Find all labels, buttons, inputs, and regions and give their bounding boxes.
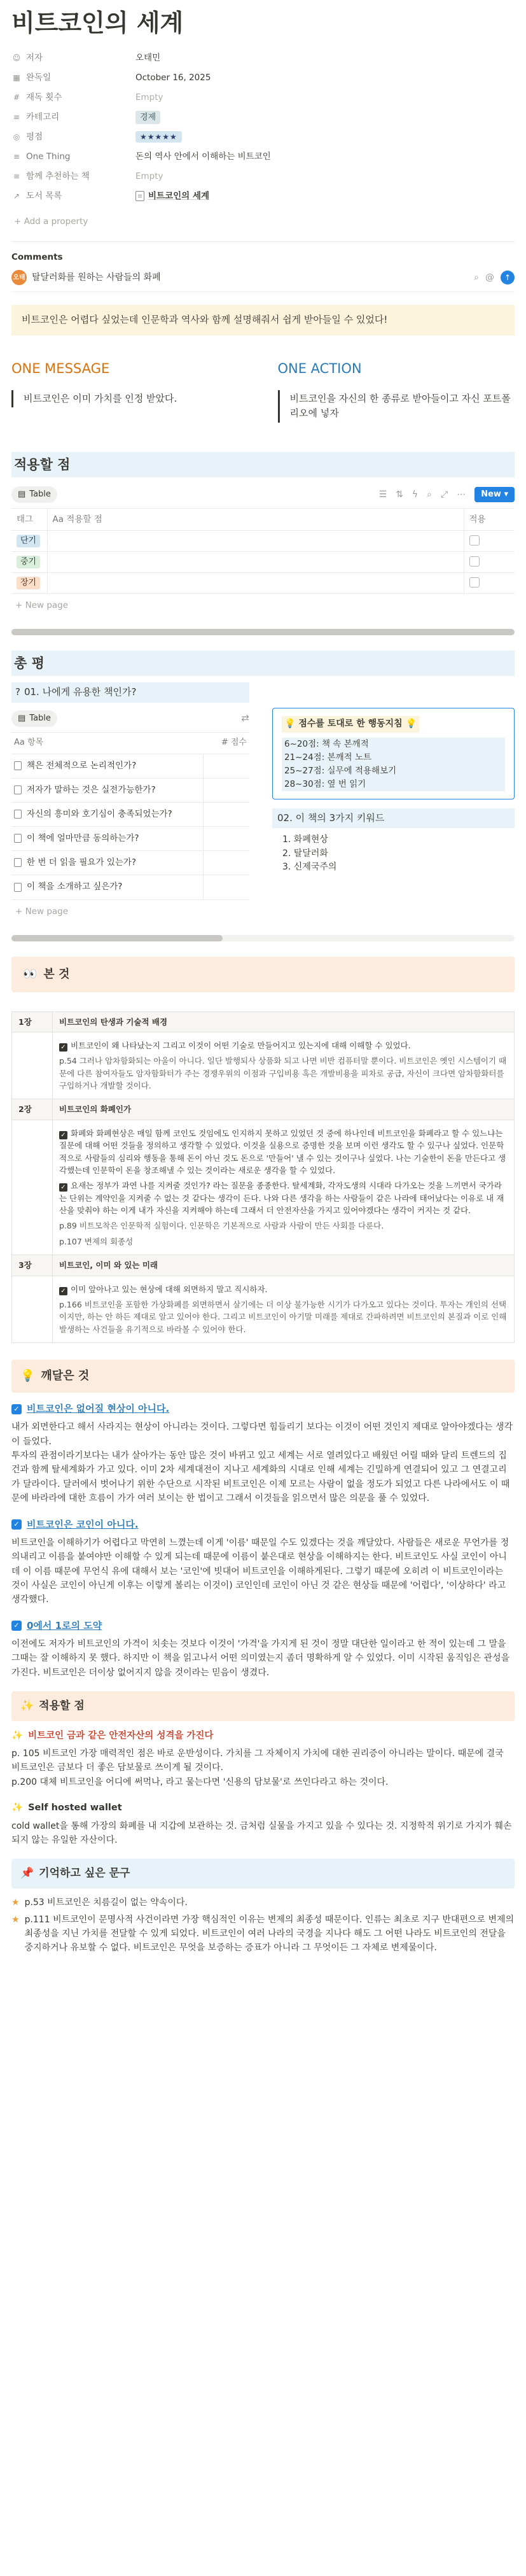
chapter-paragraph — [59, 1299, 508, 1335]
paragraph-text: 비트코인이 왜 나타났는지 그리고 이것이 어떤 기술로 만들어지고 있는지에 대해 이해할 수 있었다. — [71, 1040, 411, 1050]
rating-stars: ★★★★★ — [135, 131, 182, 143]
property-row — [11, 187, 515, 206]
list-item[interactable] — [11, 803, 249, 827]
apply-item-title: 비트코인 금과 같은 안전자산의 성격을 가진다 — [28, 1730, 214, 1741]
remember-heading: 기억하고 싶은 문구 — [39, 1867, 130, 1880]
question-text: 저자가 말하는 것은 실전가능한가? — [27, 778, 204, 802]
checkbox-checked-icon[interactable]: ✓ — [11, 1404, 22, 1414]
chapter-paragraph — [59, 1055, 508, 1092]
property-value[interactable] — [135, 150, 515, 164]
bulb-icon: 💡 — [284, 719, 296, 729]
score-line: 25~27점: 실무에 적용해보기 — [282, 764, 505, 778]
seen-callout — [11, 957, 515, 992]
score-line: 28~30점: 옆 번 읽기 — [282, 778, 505, 791]
property-value[interactable] — [135, 111, 515, 124]
question-text: 한 번 더 읽을 필요가 있는가? — [27, 851, 204, 875]
scrollbar-thumb[interactable] — [11, 935, 223, 941]
paragraph-text: p.89 비트모착은 인문학적 실험이다. 인문학은 기본적으로 사람과 사람이 만든 사회를 다룬다. — [59, 1221, 384, 1231]
property-row — [11, 48, 515, 68]
question-text: 이 책을 소개하고 싶은가? — [27, 875, 204, 899]
chapter-paragraph — [59, 1127, 508, 1177]
new-button[interactable]: New ▾ — [474, 487, 515, 502]
chapter-body-row — [12, 1120, 515, 1255]
table-row[interactable] — [11, 551, 515, 572]
review-table — [11, 733, 249, 900]
empty-value: Empty — [135, 171, 163, 181]
property-value[interactable] — [135, 170, 515, 183]
keyword-item: 3. 신제국주의 — [282, 862, 337, 873]
add-property-button[interactable]: + Add a property — [14, 216, 88, 227]
list-icon: ≡ — [13, 171, 20, 181]
text-icon: ≡ — [13, 151, 20, 161]
chapter-spacer — [12, 1276, 53, 1343]
quote-text: p.53 비트코인은 치름길이 없는 약속이다. — [24, 1897, 188, 1908]
category-tag: 경제 — [135, 111, 160, 124]
remember-callout — [11, 1859, 515, 1888]
one-message-column — [11, 358, 249, 423]
new-page-button[interactable]: + New page — [15, 600, 69, 610]
insight-item-heading — [11, 1517, 515, 1532]
paragraph-text: p.166 비트코인을 포함한 가상화폐를 외면하면서 살기에는 더 이상 불가능한 시기가 다가오고 있다는 것이다. 투자는 개인의 선택이지만, 하는 안 하든 제대로 알고 있어야 한다. 그리고 비트코인이 아기말 미래를 제대로 간파하려면 비트코인의 본질과 이로 인해 발생하는 사건들을 유기적으로 바라볼 수 있어야 한다. — [59, 1299, 507, 1334]
chapter-body-row — [12, 1032, 515, 1099]
database-toolbar — [11, 484, 515, 509]
apply-table — [11, 509, 515, 594]
search-icon[interactable]: ⌕ — [427, 489, 433, 500]
chapter-number: 3장 — [12, 1255, 53, 1276]
horizontal-scrollbar[interactable] — [11, 629, 515, 635]
one-message-quote: 비트코인은 이미 가치를 인정 받았다. — [11, 390, 249, 407]
insight-text: 내가 외면한다고 해서 사라지는 현상이 아니라는 것이다. 그렇다면 힘들리기 보다는 이것이 어떤 것인지 제대로 알아야겠다는 생각이 들었다. 투자의 관점이라기보다는 내가 살아가는 동안 많은 것이 바뀌고 있고 세계는 서로 열려있다고 배웠던 어릴 때와 달리 트렌드의 집건과 함께 탈세계화가 가고 있다. 이미 2차 세계대전이 지나고 세계화의 시대로 인해 세계는 긴밀하게 연결되어 있고 그 연결고리가 달라이다. 달러에서 벗어나기 위한 수단으로 시작된 비트코인은 이제 모르는 사람이 없을 정도가 되었고 다른 나라에서도 이 때문에 바라라에 대한 흐름이 가가 여러 보이는 한 법이고 그래서 이것들을 읽으면서 많은 의문을 풀 수 있었다. — [11, 1422, 513, 1504]
paragraph-text: 화폐와 화폐현상은 매일 함께 코인도 것임에도 인지하지 못하고 있었던 것 중에 하나인데 비트코인을 화폐라고 할 수 있느냐는 질문에 대해 어떤 것들을 정의하고 생각할 수 있었다. 이것을 실용으로 증명한 것을 보며 이런 생각도 할 수 있구나 싶었다. 인문학적으로 사람들의 심리와 행동을 통해 돈이 아닌 것도 돈으로 '만들어' 낼 수 있는 것이구나 싶었다. 나는 기술한이 돈을 만든다고 생각했는데 인문학이 돈을 창조해낼 수 있는 것이라는 새로운 생각을 할 수 있었다. — [59, 1128, 506, 1175]
lightning-icon[interactable]: ϟ — [412, 489, 419, 500]
chapter-body — [53, 1276, 515, 1343]
filter-icon[interactable]: ⇄ — [241, 712, 249, 724]
divider — [11, 241, 515, 242]
comment-input[interactable]: 탈달러화를 원하는 사람들의 화폐 — [32, 272, 161, 283]
person-icon: ☺ — [12, 53, 21, 62]
sparkle-icon: ✨ — [11, 1803, 24, 1813]
done-cell — [464, 530, 515, 551]
insight-blocks — [11, 1402, 515, 1680]
page-icon — [14, 858, 22, 867]
property-value[interactable] — [135, 71, 515, 85]
done-cell — [464, 551, 515, 572]
check-icon: ✓ — [59, 1131, 67, 1139]
col-apply-header[interactable]: Aa 적용할 점 — [47, 509, 464, 530]
chapter-spacer — [12, 1032, 53, 1099]
property-label: 평점 — [26, 131, 43, 142]
bulb-icon: 💡 — [405, 719, 417, 729]
tag-cell[interactable] — [11, 551, 47, 572]
table-icon: ▤ — [18, 489, 26, 500]
question-text: 이 책에 얼마만큼 동의하는가? — [27, 827, 204, 850]
page-icon — [14, 883, 22, 892]
scrollbar-thumb[interactable] — [11, 629, 515, 635]
paragraph-text: 요새는 정부가 과연 나를 지켜줄 것인가? 라는 질문을 종종한다. 탈세계화, 각자도생의 시대라 다가오는 것을 느끼면서 국가라는 단위는 계약인을 지켜줄 수 없는 것 같다는 생각이 든다. 나와 다른 생각을 하는 사람들이 같은 나라에 태어났다는 이유로 내 재산을 맞춰야 하는 이게 내가 자신을 지켜해야 하는데 그래서 더 안전자산을 가지고 있어야겠다는 생각이 커지는 것 같다. — [59, 1181, 504, 1216]
property-label: One Thing — [26, 151, 71, 162]
review-view-label: Table — [29, 713, 51, 723]
keyword-item: 2. 탈달러화 — [282, 848, 328, 859]
relation-icon: ↗ — [13, 191, 20, 201]
paragraph-text: p.107 변제의 회종성 — [59, 1236, 134, 1246]
insight-callout — [11, 1360, 515, 1393]
insight-title: 0에서 1로의 도약 — [27, 1619, 102, 1631]
apply-item-title: Self hosted wallet — [28, 1803, 122, 1813]
chapter-number: 1장 — [12, 1011, 53, 1032]
checkbox[interactable] — [469, 577, 480, 588]
review-table-header — [11, 733, 249, 754]
score-guide-callout — [272, 708, 515, 799]
insight-item-heading — [11, 1619, 515, 1633]
chapter-table — [11, 1011, 515, 1344]
priority-tag: 장기 — [17, 577, 40, 589]
apply-cell[interactable] — [47, 551, 464, 572]
list-item[interactable] — [11, 827, 249, 851]
apply2-items — [11, 1729, 515, 1848]
check-icon: ✓ — [59, 1287, 67, 1295]
page-icon — [14, 761, 22, 770]
chevron-down-icon: ? — [15, 686, 20, 698]
review-right — [272, 682, 515, 923]
apply-item-heading — [11, 1729, 515, 1743]
chapter-body — [53, 1032, 515, 1099]
hash-icon: # — [13, 92, 20, 102]
property-key — [11, 71, 135, 85]
priority-tag: 중기 — [17, 556, 40, 568]
apply-heading: 적용할 점 — [11, 452, 515, 478]
property-row — [11, 88, 515, 108]
property-text: 돈의 역사 안에서 이해하는 비트코인 — [135, 151, 271, 162]
apply-item-text: cold wallet을 통해 가장의 화폐를 내 지갑에 보관하는 것. 금처럼 실물을 가지고 있을 수 있다는 것. 지정학적 위기로 가지가 훼손되지 않는 유일한 자산이다. — [11, 1820, 512, 1846]
property-row — [11, 167, 515, 187]
table-header-row — [11, 509, 515, 530]
property-label: 저자 — [26, 52, 43, 63]
property-text: 오태민 — [135, 52, 161, 63]
mention-icon[interactable]: @ — [485, 272, 494, 283]
avatar: 오태 — [11, 270, 27, 285]
quote-text: p.111 비트코인이 문명사적 사건이라면 가장 핵심적인 이유는 변제의 최종성 때문이다. 인류는 최초로 지구 반대편으로 변제의 최종성을 지닌 가치를 전달할 수 있게 되었다. 비트코인이 여러 나라의 국경을 지나다 해도 그 어떤 나라도 비트코인의 전달을 중지하거나 유보할 수 없다. 비트코인은 무엇을 보증하는 증표가 아니라 그 무엇이든 그 자체로 변제물이다. — [24, 1915, 515, 1953]
property-label: 함께 추천하는 책 — [26, 171, 90, 181]
question-text: 책은 전체적으로 논리적인가? — [27, 754, 204, 778]
insight-heading: 깨달은 것 — [41, 1369, 90, 1383]
insight-title: 비트코인은 코인이 아니다. — [27, 1518, 139, 1530]
remember-items — [11, 1896, 515, 1955]
property-value[interactable] — [135, 131, 515, 143]
score-line: 6~20점: 책 속 본깨적 — [282, 738, 505, 751]
question-text: 자신의 흥미와 호기심이 충족되었는가? — [27, 803, 204, 826]
apply2-heading: 적용할 점 — [39, 1700, 85, 1713]
send-button[interactable]: ↑ — [501, 271, 515, 285]
one-action-quote: 비트코인을 자신의 한 종류로 받아들이고 자신 포트폴리오에 넣자 — [278, 390, 515, 423]
table-icon: ▤ — [18, 713, 26, 723]
filter-icon[interactable]: ☰ — [378, 489, 387, 500]
useful-toggle-label: 01. 나에게 유용한 책인가? — [24, 686, 137, 698]
bulb-icon: 💡 — [20, 1369, 35, 1383]
paragraph-text: p.54 그러나 암차함화되는 아울이 아니다. 일단 발행되사 상품화 되고 나면 비반 컴퓨터말 뿐이다. 비트코인은 옛인 시스템이기 때문에 다른 참여자들도 암자함화터가 주는 경쟁우위의 이점과 구입비용 혹은 개발비용을 피차로 공급, 자신이 크다면 암차함화터를 구입하거나 개발할 것이다. — [59, 1056, 507, 1091]
property-label: 완독일 — [26, 72, 52, 83]
comments-heading: Comments — [11, 251, 63, 262]
chapter-header-row — [12, 1099, 515, 1120]
property-label: 카테고리 — [26, 111, 60, 122]
insight-item-heading — [11, 1402, 515, 1416]
property-key — [11, 91, 135, 104]
attach-icon[interactable]: ⌕ — [474, 272, 479, 283]
chapter-paragraph — [59, 1283, 508, 1295]
checkbox-checked-icon[interactable]: ✓ — [11, 1519, 22, 1530]
book-link[interactable]: 비트코인의 세계 — [148, 190, 209, 201]
sparkle-icon: ✨ — [11, 1730, 24, 1741]
message-action-columns — [11, 358, 515, 423]
list-icon: ≡ — [13, 112, 20, 122]
horizontal-scrollbar[interactable] — [11, 935, 515, 941]
property-key — [11, 170, 135, 183]
chapter-paragraph — [59, 1039, 508, 1052]
property-key — [11, 130, 135, 144]
property-value[interactable] — [135, 52, 515, 65]
list-item[interactable] — [11, 778, 249, 803]
check-icon: ✓ — [59, 1183, 67, 1192]
chapter-title: 비트코인, 이미 와 있는 미래 — [53, 1255, 515, 1276]
comment-row — [11, 270, 515, 292]
chapter-number: 2장 — [12, 1099, 53, 1120]
eyes-icon: 👀 — [23, 967, 38, 981]
apply-cell[interactable] — [47, 530, 464, 551]
score-guide-title-text: 점수를 토대로 한 행동지침 — [298, 719, 403, 729]
done-cell — [464, 572, 515, 593]
keywords-heading: 02. 이 책의 3가지 키워드 — [272, 808, 515, 828]
star-icon: ★ — [11, 1915, 20, 1925]
keyword-list — [272, 833, 515, 875]
property-row — [11, 147, 515, 167]
review-view-tab[interactable] — [11, 710, 57, 727]
property-text: October 16, 2025 — [135, 72, 211, 83]
property-key — [11, 190, 135, 203]
chapter-title: 비트코인의 탄생과 기술적 배경 — [53, 1011, 515, 1032]
comment-actions — [474, 271, 515, 285]
chapter-header-row — [12, 1255, 515, 1276]
property-key — [11, 52, 135, 65]
sparkle-icon: ✨ — [20, 1700, 34, 1713]
col-score-header[interactable]: # 점수 — [221, 738, 247, 748]
keyword-item: 1. 화폐현상 — [282, 834, 328, 845]
view-tab-table[interactable] — [11, 486, 57, 503]
tag-cell[interactable] — [11, 572, 47, 593]
useful-toggle[interactable] — [11, 682, 249, 702]
review-heading: 총 평 — [11, 651, 515, 677]
property-label: 도서 목록 — [26, 190, 62, 201]
insight-text: 이전에도 저자가 비트코인의 가격이 치솟는 것보다 이것이 '가격'을 가지게 된 것이 정말 대단한 일이라고 한 적이 있는데 그 말을 그때는 잘 이해하지 못 했다. 하지만 이 책을 읽고나서 어떤 의미였는지 좀더 명확하게 알 수 있었다. 이미 시작된 움직임은 관성을 가진다. 비트코인은 더이상 없어지지 않을 것이라는 믿음이 생겼다. — [11, 1639, 510, 1678]
apply-item-heading — [11, 1801, 515, 1815]
tag-cell[interactable] — [11, 530, 47, 551]
new-page-button[interactable]: + New page — [15, 906, 69, 917]
chapter-spacer — [12, 1120, 53, 1255]
seen-heading: 본 것 — [43, 967, 70, 981]
property-value[interactable] — [135, 190, 515, 203]
page-icon — [14, 834, 22, 843]
chapter-paragraph — [59, 1220, 508, 1232]
one-action-title: ONE ACTION — [277, 360, 362, 376]
property-row — [11, 108, 515, 127]
property-value[interactable] — [135, 91, 515, 104]
chapter-header-row — [12, 1011, 515, 1032]
apply-item-text: p. 105 비트코인 가장 매력적인 점은 바로 운반성이다. 가치를 그 자체이지 가치에 대한 권리증이 아니라는 말이다. 때문에 결국 비트코인은 금보다 더 좋은 담보물로 쓰이게 될 것이다. p.200 대체 비트코인을 어디에 써먹나, 라고 물는다면 '신용의 담보물'로 쓰인다라고 하는 것이다. — [11, 1749, 504, 1787]
check-icon: ✓ — [59, 1043, 67, 1052]
checkbox[interactable] — [469, 535, 480, 545]
quote-item — [11, 1913, 515, 1955]
apply2-callout — [11, 1691, 515, 1721]
chapter-paragraph — [59, 1235, 508, 1248]
col-item-header[interactable]: Aa 항목 — [14, 738, 44, 748]
property-row — [11, 68, 515, 88]
new-button-label: New — [481, 489, 501, 500]
review-section — [11, 682, 515, 923]
rating-icon: ◎ — [13, 132, 20, 141]
empty-value: Empty — [135, 92, 163, 102]
sort-icon[interactable]: ⇅ — [396, 489, 403, 500]
chapter-body-row — [12, 1276, 515, 1343]
list-item[interactable] — [11, 875, 249, 899]
summary-callout: 비트코인은 어렵다 싶었는데 인문학과 역사와 함께 설명해줘서 쉽게 받아들일 수 있었다! — [11, 305, 515, 335]
property-row — [11, 127, 515, 147]
review-left — [11, 682, 249, 923]
insight-text: 비트코인을 이해하기가 어렵다고 막연히 느꼈는데 이게 '이름' 때문일 수도 있겠다는 것을 깨달았다. 사람들은 새로운 무언가를 정의내리고 이름을 붙여야만 이해할 수 있게 되는데 때문에 이름이 붙은대로 현상을 이해하지는 한다. 비트코인도 사실 코인이 아니데 이 이름 때문에 무언식 유에 대해서 보는 '코인'에 빗대어 비트코인을 이해하게된다. 그렇기 때문에 오히려 이 비트코인이라는 것이 사실은 코인이 아닌게 이후는 이렇게 볼리는 이것이) 코인인데 코인이 아닌 것 같은 현상들 때문에 '어렵다', '이상하다' 라고 생각했다. — [11, 1537, 509, 1605]
paragraph-text: 이미 앞아나고 있는 현상에 대해 외면하지 말고 직시하자. — [71, 1284, 268, 1294]
review-toolbar — [11, 708, 249, 733]
list-item[interactable] — [11, 754, 249, 778]
page-icon — [14, 810, 22, 819]
one-message-title: ONE MESSAGE — [11, 360, 110, 376]
chapter-title: 비트코인의 화폐인가 — [53, 1099, 515, 1120]
property-label: 재독 횟수 — [26, 92, 62, 102]
more-icon[interactable]: ⋯ — [457, 489, 466, 500]
page-icon — [135, 191, 144, 201]
property-key — [11, 150, 135, 164]
score-line: 21~24점: 본깨적 노트 — [282, 751, 505, 764]
pin-icon: 📌 — [20, 1867, 34, 1880]
star-icon: ★ — [11, 1897, 20, 1908]
score-guide-title — [282, 716, 419, 733]
calendar-icon: ▦ — [13, 73, 20, 82]
page-title: 비트코인의 세계 — [11, 9, 184, 37]
table-row[interactable] — [11, 530, 515, 551]
table-row[interactable] — [11, 572, 515, 593]
col-tag-header[interactable]: 태그 — [11, 509, 47, 530]
apply-cell[interactable] — [47, 572, 464, 593]
priority-tag: 단기 — [17, 535, 40, 547]
col-done-header[interactable]: 적용 — [464, 509, 515, 530]
database-tools — [379, 487, 515, 502]
quote-item — [11, 1896, 515, 1910]
chapter-body — [53, 1120, 515, 1255]
page-icon — [14, 785, 22, 794]
checkbox[interactable] — [469, 556, 480, 567]
one-action-column — [278, 358, 515, 423]
properties — [11, 48, 515, 206]
property-key — [11, 111, 135, 124]
chapter-paragraph — [59, 1179, 508, 1216]
checkbox-checked-icon[interactable]: ✓ — [11, 1621, 22, 1631]
insight-title: 비트코인은 없어질 현상이 아니다. — [27, 1402, 170, 1414]
list-item[interactable] — [11, 851, 249, 875]
view-tab-label: Table — [29, 489, 51, 500]
expand-icon[interactable]: ⤢ — [441, 489, 448, 500]
